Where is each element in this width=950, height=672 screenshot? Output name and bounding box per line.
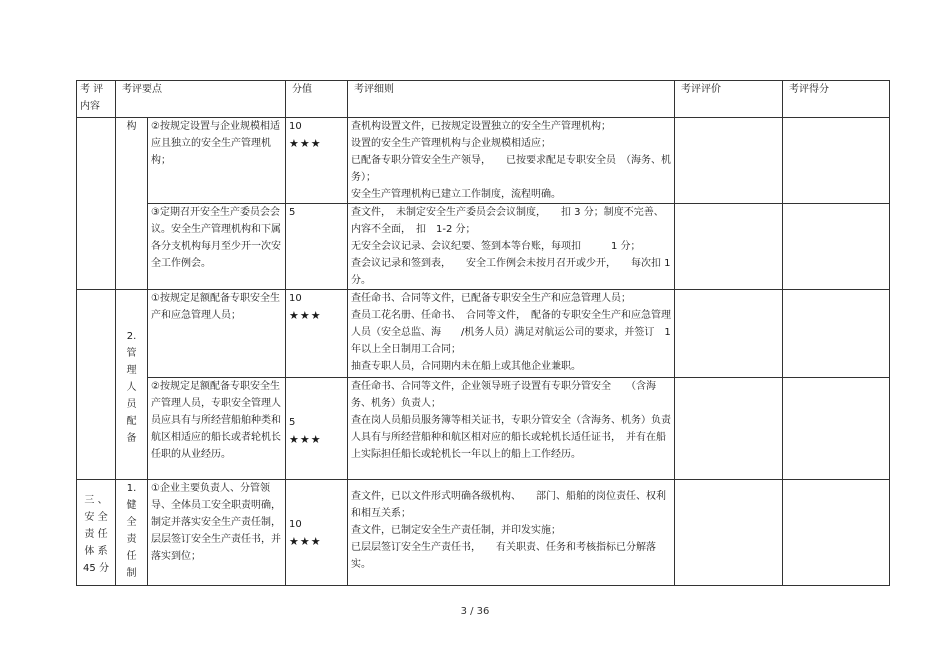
result-cell[interactable] <box>783 480 890 586</box>
evaluation-cell[interactable] <box>675 204 783 290</box>
details-cell: 查任命书、合同等文件，企业领导班子设置有专职分管安全 （含海务、机务）负责人； 查在岗人员船员服务簿等相关证书，专职分管安全（含海务、机务）负责人具有与所经营船种和航区相对应的船长或轮机长适任证书， 并有在船上实际担任船长或轮机长一年以上的船上工作经历。 <box>348 378 675 480</box>
evaluation-cell[interactable] <box>675 290 783 378</box>
result-cell[interactable] <box>783 378 890 480</box>
evaluation-cell[interactable] <box>675 378 783 480</box>
result-cell[interactable] <box>783 118 890 204</box>
score-value: 10 <box>289 293 302 304</box>
evaluation-cell[interactable] <box>675 480 783 586</box>
score-value: 5 <box>289 207 296 218</box>
assessment-table <box>76 80 890 586</box>
score-value: 10 <box>289 121 302 132</box>
table-row <box>77 118 890 204</box>
score-cell <box>286 480 348 586</box>
header-evaluation: 考评评价 <box>675 81 783 118</box>
result-cell[interactable] <box>783 290 890 378</box>
header-points: 考评要点 <box>116 81 286 118</box>
header-row <box>77 81 890 118</box>
page-number: 3 / 36 <box>460 606 490 617</box>
header-result: 考评得分 <box>783 81 890 118</box>
details-cell: 查任命书、合同等文件，已配备专职安全生产和应急管理人员； 查员工花名册、任命书、 合同等文件， 配备的专职安全生产和应急管理人员（安全总监、海 /机务人员）满足对航运公司的要求，并签订 1 年以上全日制用工合同； 抽查专职人员，合同期内未在船上或其他企业兼职。 <box>348 290 675 378</box>
score-cell <box>286 204 348 290</box>
subcategory-cell: 1. 健 全 责 任 制 <box>116 480 148 586</box>
result-cell[interactable] <box>783 204 890 290</box>
point-cell: ②按规定足额配备专职安全生产管理人员，专职安全管理人员应具有与所经营船舶种类和航区相适应的船长或者轮机长任职的从业经历。 <box>148 378 286 480</box>
table-row <box>77 204 890 290</box>
star-rating: ★★★ <box>289 433 322 446</box>
score-value: 5 <box>289 417 296 428</box>
score-cell <box>286 378 348 480</box>
table-row <box>77 480 890 586</box>
category-cell-empty <box>77 290 116 480</box>
point-cell: ①企业主要负责人、分管领导、全体员工安全职责明确，制定并落实安全生产责任制，层层签订安全生产责任书，并落实到位； <box>148 480 286 586</box>
point-cell: ②按规定设置与企业规模相适应且独立的安全生产管理机构； <box>148 118 286 204</box>
point-cell: ③定期召开安全生产委员会会议。安全生产管理机构和下属各分支机构每月至少开一次安全工作例会。 <box>148 204 286 290</box>
score-value: 10 <box>289 519 302 530</box>
evaluation-cell[interactable] <box>675 118 783 204</box>
header-content: 考 评 内容 <box>77 81 116 118</box>
header-details: 考评细则 <box>348 81 675 118</box>
score-cell <box>286 118 348 204</box>
header-score: 分值 <box>286 81 348 118</box>
star-rating: ★★★ <box>289 535 322 548</box>
star-rating: ★★★ <box>289 137 322 150</box>
category-cell: 三 、 安 全 责 任 体 系 45 分 <box>77 480 116 586</box>
point-cell: ①按规定足额配备专职安全生产和应急管理人员； <box>148 290 286 378</box>
subcategory-cell: 构 <box>116 118 148 290</box>
subcategory-cell: 2. 管 理 人 员 配 备 <box>116 290 148 480</box>
details-cell: 查文件， 未制定安全生产委员会会议制度， 扣 3 分；制度不完善、内容不全面， 扣 1-2 分； 无安全会议记录、会议纪要、签到本等台账，每项扣 1 分； 查会议记录和签到表， 安全工作例会未按月召开或少开， 每次扣 1 分。 <box>348 204 675 290</box>
score-cell <box>286 290 348 378</box>
star-rating: ★★★ <box>289 309 322 322</box>
table-row <box>77 290 890 378</box>
table-row <box>77 378 890 480</box>
category-cell-empty <box>77 118 116 290</box>
details-cell: 查机构设置文件，已按规定设置独立的安全生产管理机构； 设置的安全生产管理机构与企业规模相适应； 已配备专职分管安全生产领导， 已按要求配足专职安全员 （海务、机务）； 安全生产管理机构已建立工作制度，流程明确。 <box>348 118 675 204</box>
details-cell: 查文件，已以文件形式明确各级机构、 部门、船舶的岗位责任、权利和相互关系； 查文件，已制定安全生产责任制，并印发实施； 已层层签订安全生产责任书， 有关职责、任务和考核指标已分解落实。 <box>348 480 675 586</box>
